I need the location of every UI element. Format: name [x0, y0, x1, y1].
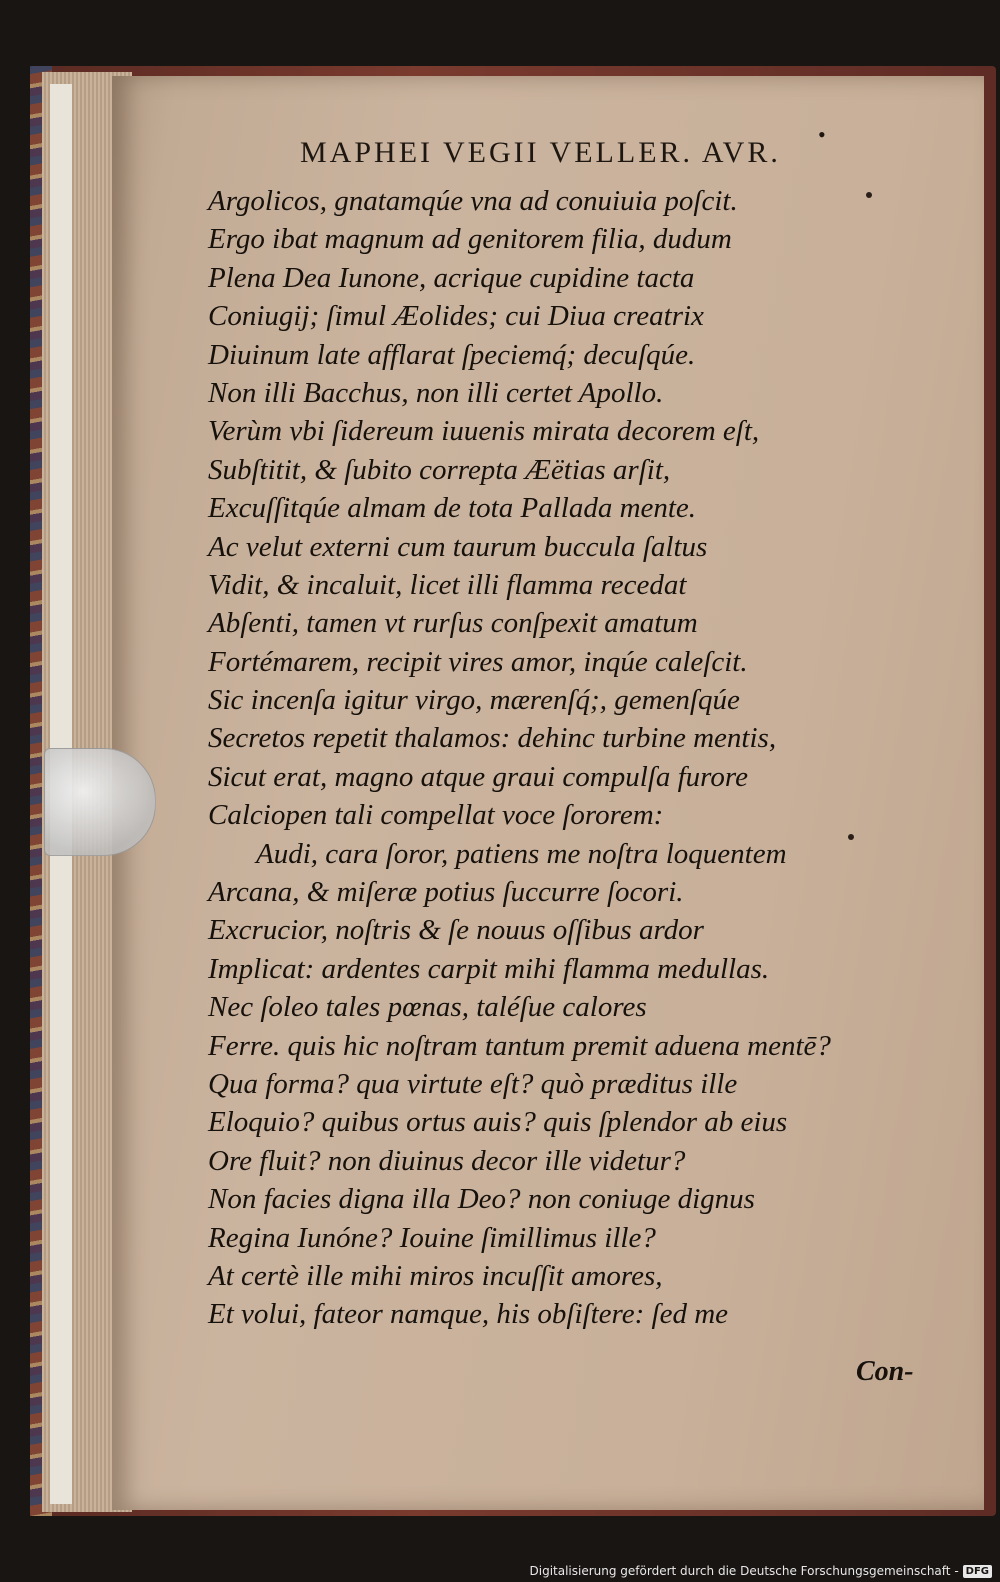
verse-line: Diuinum late afflarat ſpeciemq́; decuſqúe. — [208, 338, 696, 371]
verse-line: Coniugij; ſimul Æolides; cui Diua creatrix — [208, 300, 704, 333]
verse-line: Plena Dea Iunone, acrique cupidine tacta — [208, 261, 695, 294]
verse-line: Regina Iunóne? Iouine ſimillimus ille? — [208, 1221, 656, 1254]
verse-line: Abſenti, tamen vt rurſus conſpexit amatum — [208, 607, 698, 640]
verse-line: Ore fluit? non diuinus decor ille videtur? — [208, 1144, 686, 1177]
verse-line: Qua forma? qua virtute eſt? quò præditus ille — [208, 1067, 738, 1100]
verse-line: Ergo ibat magnum ad genitorem filia, dudum — [208, 223, 732, 256]
verse-line: Audi, cara ſoror, patiens me noſtra loquentem — [256, 837, 787, 870]
ink-speck — [848, 834, 854, 840]
verse-line: Sic incenſa igitur virgo, mærenſq́;, gemenſqúe — [208, 684, 740, 717]
verse-line: Secretos repetit thalamos: dehinc turbine mentis, — [208, 722, 777, 755]
verse-line: Implicat: ardentes carpit mihi flamma medullas. — [208, 952, 770, 985]
verse-line: Fortémarem, recipit vires amor, inqúe caleſcit. — [208, 645, 748, 678]
verse-line: Calciopen tali compellat voce ſororem: — [208, 799, 664, 832]
verse-line: Nec ſoleo tales pœnas, taléſue calores — [208, 991, 647, 1024]
verse-line: At certè ille mihi miros incuſſit amores, — [208, 1259, 663, 1292]
running-head: MAPHEI VEGII VELLER. AVR. — [300, 136, 781, 169]
digitization-credit — [530, 1564, 993, 1578]
credit-text: Digitalisierung gefördert durch die Deutsche Forschungsgemeinschaft - — [529, 1564, 959, 1578]
verse-line: Verùm vbi ſidereum iuuenis mirata decorem eſt, — [208, 415, 760, 448]
verse-line: Excrucior, noſtris & ſe nouus oſſibus ardor — [208, 914, 704, 947]
verse-line: Sicut erat, magno atque graui compulſa furore — [208, 760, 748, 793]
verse-line: Et volui, fateor namque, his obſiſtere: ſed me — [208, 1298, 729, 1331]
verse-line: Arcana, & miſeræ potius ſuccurre ſocori. — [208, 876, 684, 909]
verse-line: Ferre. quis hic noſtram tantum premit aduena mentē? — [208, 1029, 831, 1062]
page-mark: • — [818, 122, 826, 147]
verse-line: Non facies digna illa Deo? non coniuge dignus — [208, 1183, 755, 1216]
verse-text — [208, 182, 928, 1334]
verse-line: Subſtitit, & ſubito correpta Æëtias arſit, — [208, 453, 671, 486]
dfg-logo: DFG — [963, 1565, 992, 1578]
catchword: Con- — [856, 1356, 914, 1387]
ink-speck — [866, 192, 872, 198]
page-clip — [44, 748, 156, 856]
verse-line: Ac velut externi cum taurum buccula ſaltus — [208, 530, 708, 563]
verse-line: Argolicos, gnatamqúe vna ad conuiuia poſcit. — [208, 185, 738, 217]
verse-line: Vidit, & incaluit, licet illi flamma recedat — [208, 568, 687, 601]
verse-line: Eloquio? quibus ortus auis? quis ſplendor ab eius — [208, 1106, 788, 1139]
verse-line: Non illi Bacchus, non illi certet Apollo. — [208, 376, 664, 409]
verse-line: Excuſſitqúe almam de tota Pallada mente. — [208, 492, 697, 525]
